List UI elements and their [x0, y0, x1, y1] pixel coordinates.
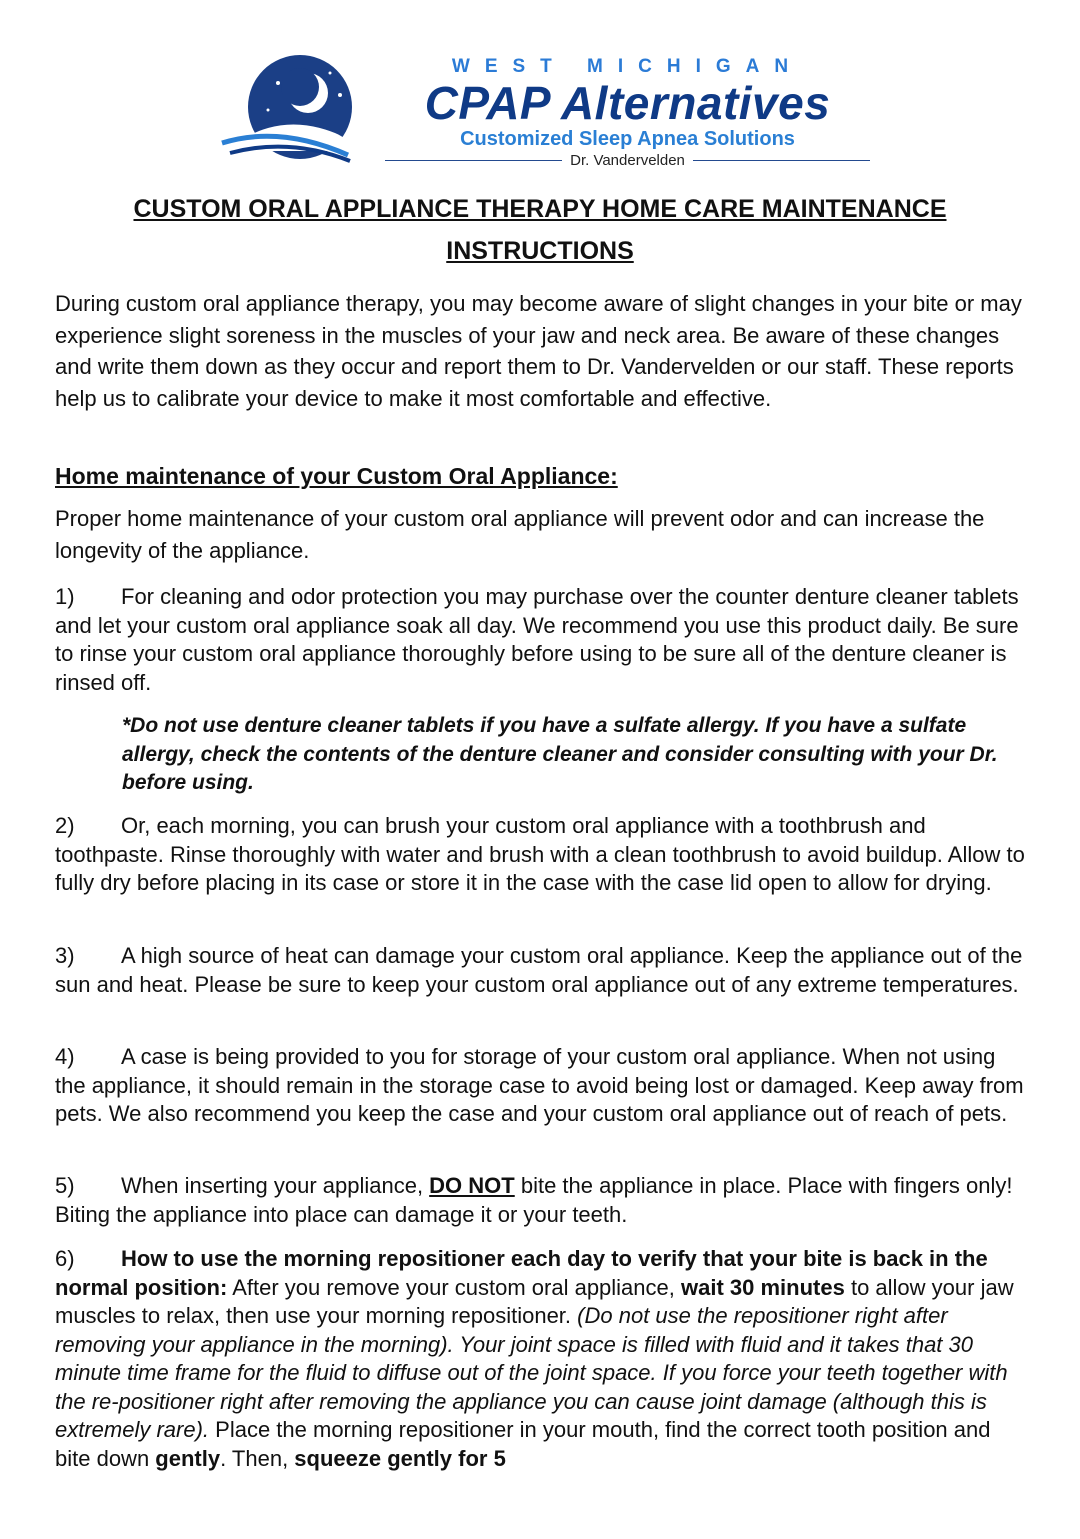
- logo-tagline: Customized Sleep Apnea Solutions: [460, 128, 795, 150]
- item-number: 3): [55, 943, 75, 968]
- logo-brand: CPAP Alternatives: [424, 77, 831, 129]
- item-text: bite the appliance in place. Place with fingers only! Biting the appliance into place can damage it or your teeth.: [55, 1173, 1013, 1227]
- list-item: [55, 1172, 1025, 1229]
- allergy-note: *Do not use denture cleaner tablets if you have a sulfate allergy. If you have a sulfate allergy, check the contents of the denture cleaner and consider consulting with your Dr. before using.: [122, 714, 998, 794]
- list-item: [55, 1245, 1025, 1473]
- logo: [220, 55, 870, 169]
- divider: [693, 160, 870, 161]
- item-heading: How to use the morning repositioner each day to verify that your bite is back in the normal position:: [55, 1246, 988, 1300]
- item-text: A case is being provided to you for storage of your custom oral appliance. When not using the appliance, it should remain in the storage case to avoid being lost or damaged. Keep away from pets. We also recommend you keep the case and your custom oral appliance out of reach of pets.: [55, 1044, 1024, 1126]
- item-text: . Then,: [220, 1445, 295, 1471]
- logo-doctor: Dr. Vandervelden: [570, 152, 685, 169]
- item-number: 2): [55, 813, 75, 838]
- item-bold: squeeze gently for 5: [294, 1445, 506, 1471]
- list-item: [55, 812, 1025, 898]
- item-number: 6): [55, 1246, 75, 1271]
- item-emphasis: DO NOT: [429, 1173, 515, 1198]
- item-number: 5): [55, 1173, 75, 1198]
- item-bold: gently: [155, 1445, 221, 1471]
- item-text: Place the morning repositioner in your mouth, find the correct tooth position and bite down: [55, 1417, 991, 1471]
- item-text: For cleaning and odor protection you may purchase over the counter denture cleaner tablets and let your custom oral appliance soak all day. We recommend you use this product daily. Be sure to rinse your custom oral appliance thoroughly before using to be sure all of the denture cleaner is rinsed off.: [55, 584, 1019, 695]
- item-text: Or, each morning, you can brush your custom oral appliance with a toothbrush and toothpaste. Rinse thoroughly with water and brush with a clean toothbrush to avoid buildup. Allow to fully dry before placing in its case or store it in the case with the case lid open to allow for drying.: [55, 813, 1025, 895]
- section-heading: Home maintenance of your Custom Oral Appliance:: [55, 463, 618, 489]
- intro-paragraph: During custom oral appliance therapy, you may become aware of slight changes in your bite or may experience slight soreness in the muscles of your jaw and neck area. Be aware of these changes and write them down as they occur and report them to Dr. Vandervelden or our staff. These reports help us to calibrate your device to make it most comfortable and effective.: [55, 291, 1022, 411]
- title-line-1: CUSTOM ORAL APPLIANCE THERAPY HOME CARE MAINTENANCE: [133, 195, 947, 223]
- divider: [385, 160, 562, 161]
- logo-doctor-row: [385, 152, 870, 169]
- section-intro: Proper home maintenance of your custom oral appliance will prevent odor and can increase the longevity of the appliance.: [55, 506, 985, 563]
- page-title: [0, 188, 1080, 272]
- title-line-2: INSTRUCTIONS: [446, 237, 634, 265]
- list-item: [55, 1043, 1025, 1129]
- list-item: [55, 942, 1025, 999]
- item-text: A high source of heat can damage your custom oral appliance. Keep the appliance out of the sun and heat. Please be sure to keep your custom oral appliance out of any extreme temperatures.: [55, 943, 1023, 997]
- logo-region-text: WEST MICHIGAN: [451, 56, 804, 77]
- item-italic: (Do not use the repositioner right after removing your appliance in the morning). Your joint space is filled with fluid and it takes that 30 minute time frame for the fluid to diffuse out of the joint space. If you force your teeth together with the re-positioner right after removing the appliance you can cause joint damage (although this is extremely rare).: [55, 1303, 1008, 1442]
- item-text: to allow your jaw muscles to relax, then use your morning repositioner.: [55, 1274, 1014, 1328]
- item-text: After you remove your custom oral appliance,: [227, 1274, 681, 1300]
- item-bold: wait 30 minutes: [681, 1274, 845, 1300]
- item-number: 1): [55, 584, 75, 609]
- list-item: [55, 583, 1025, 697]
- item-text: When inserting your appliance,: [121, 1173, 430, 1198]
- item-number: 4): [55, 1044, 75, 1069]
- moon-logo-icon: [220, 55, 380, 165]
